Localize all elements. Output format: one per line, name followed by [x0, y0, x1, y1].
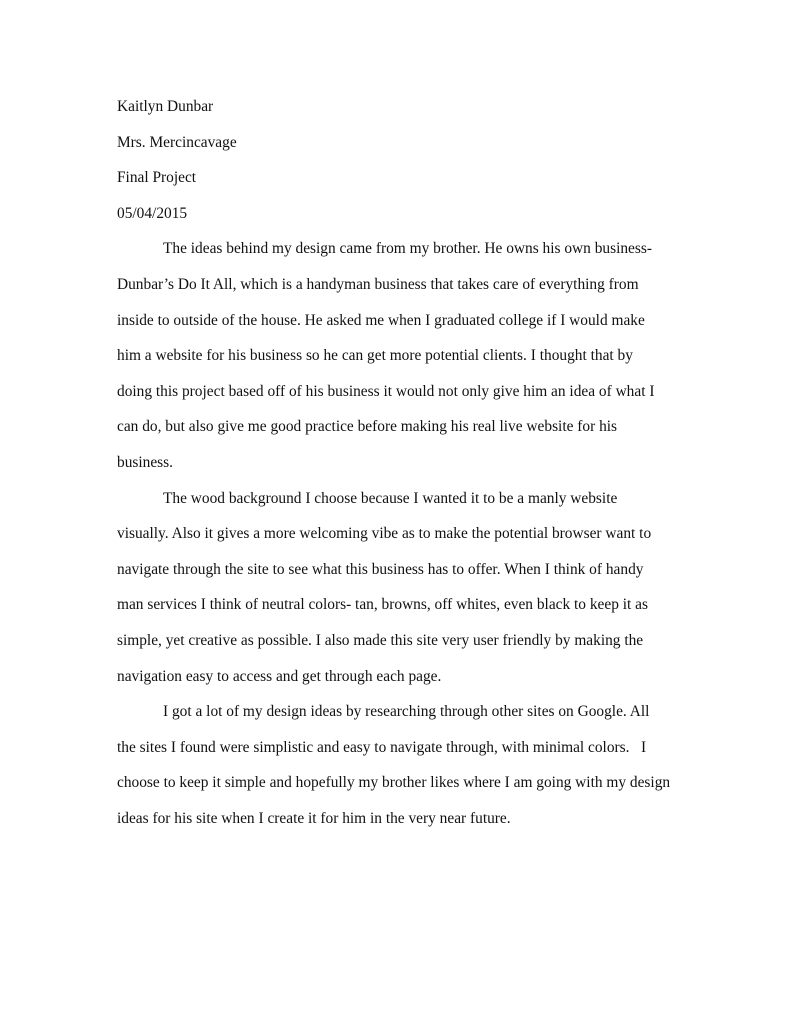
paragraph-line: navigate through the site to see what this business has to offer. When I think of handy: [117, 560, 644, 578]
paragraph-line: the sites I found were simplistic and easy to navigate through, with minimal colors. I: [117, 738, 647, 756]
paragraph-line: The ideas behind my design came from my brother. He owns his own business-: [163, 240, 652, 258]
author-name: Kaitlyn Dunbar: [117, 98, 214, 115]
document-body: [117, 89, 677, 836]
paragraph-line: visually. Also it gives a more welcoming vibe as to make the potential browser want to: [117, 525, 652, 543]
paragraph-line: man services I think of neutral colors- tan, browns, off whites, even black to keep it as: [117, 596, 648, 614]
assignment-title: Final Project: [117, 169, 197, 187]
paragraph-1: [117, 231, 677, 480]
paragraph-line: navigation easy to access and get through each page.: [117, 667, 442, 685]
paragraph-line: inside to outside of the house. He asked me when I graduated college if I would make: [117, 311, 645, 329]
paragraph-line: doing this project based off of his business it would not only give him an idea of what I: [117, 382, 655, 400]
teacher-name: Mrs. Mercincavage: [117, 133, 237, 151]
paragraph-3: [117, 694, 677, 836]
paragraph-line: him a website for his business so he can get more potential clients. I thought that by: [117, 347, 633, 365]
paragraph-line: Dunbar’s Do It All, which is a handyman business that takes care of everything from: [117, 275, 639, 293]
paragraph-line: The wood background I choose because I wanted it to be a manly website: [163, 489, 618, 507]
paragraph-line: choose to keep it simple and hopefully my brother likes where I am going with my design: [117, 774, 671, 792]
paragraph-line: simple, yet creative as possible. I also made this site very user friendly by making the: [117, 631, 644, 649]
paragraph-line: can do, but also give me good practice before making his real live website for his: [117, 418, 618, 436]
paragraph-line: ideas for his site when I create it for him in the very near future.: [117, 809, 511, 827]
paragraph-2: [117, 481, 677, 695]
document-date: 05/04/2015: [117, 204, 188, 222]
paragraph-line: I got a lot of my design ideas by researching through other sites on Google. All: [163, 703, 650, 721]
paragraph-line: business.: [117, 453, 174, 471]
